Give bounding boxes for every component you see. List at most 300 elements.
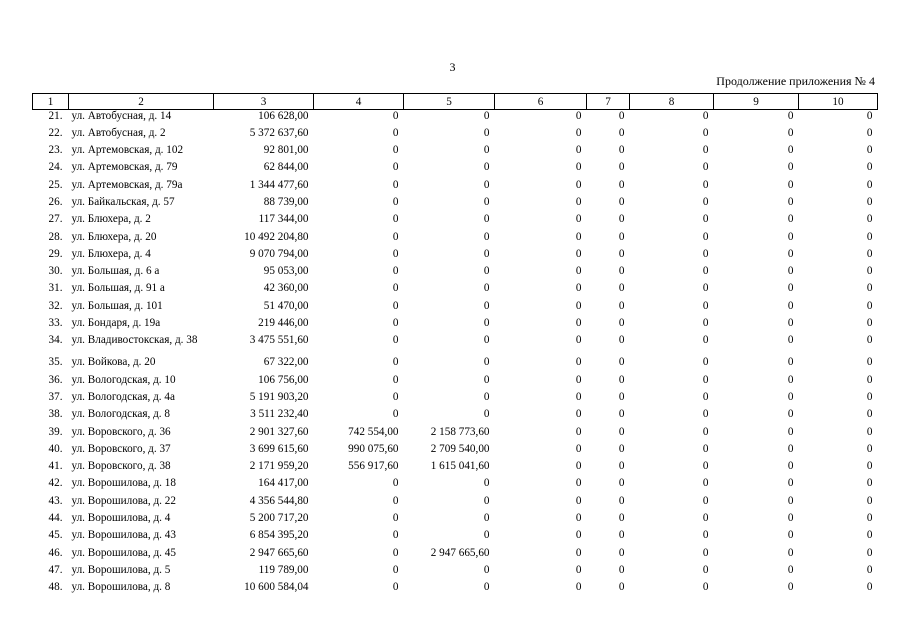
col3-value: 3 699 615,60 <box>249 442 309 455</box>
table-row <box>33 161 878 178</box>
col10-value: 0 <box>866 126 873 139</box>
table-row <box>33 356 878 373</box>
col7-value: 0 <box>618 230 625 243</box>
col4-value: 0 <box>392 512 399 525</box>
col5-value: 0 <box>483 230 490 243</box>
col6-value: 0 <box>575 581 582 594</box>
col9-value: 0 <box>787 460 794 473</box>
address: ул. Артемовская, д. 79а <box>71 178 183 191</box>
col10-value: 0 <box>866 299 873 312</box>
col7-value: 0 <box>618 460 625 473</box>
address: ул. Ворошилова, д. 22 <box>71 494 176 507</box>
col8-value: 0 <box>702 494 709 507</box>
col5-value: 0 <box>483 563 490 576</box>
col8-value: 0 <box>702 161 709 174</box>
col7-value: 0 <box>618 334 625 347</box>
table-row <box>33 443 878 460</box>
address: ул. Большая, д. 101 <box>71 299 163 312</box>
table-row <box>33 179 878 196</box>
col4-value: 0 <box>392 110 399 122</box>
col3-value: 88 739,00 <box>263 195 309 208</box>
col9-value: 0 <box>787 442 794 455</box>
column-header: 2 <box>69 94 214 110</box>
col8-value: 0 <box>702 230 709 243</box>
col3-value: 6 854 395,20 <box>249 529 309 542</box>
row-number: 36. <box>48 373 63 386</box>
col10-value: 0 <box>866 477 873 490</box>
col8-value: 0 <box>702 144 709 157</box>
col6-value: 0 <box>575 546 582 559</box>
col10-value: 0 <box>866 161 873 174</box>
col5-value: 0 <box>483 161 490 174</box>
address: ул. Ворошилова, д. 43 <box>71 529 176 542</box>
column-header: 5 <box>404 94 495 110</box>
col8-value: 0 <box>702 213 709 226</box>
address: ул. Вологодская, д. 8 <box>71 408 170 421</box>
col6-value: 0 <box>575 299 582 312</box>
col6-value: 0 <box>575 425 582 438</box>
row-number: 29. <box>48 247 63 260</box>
col4-value: 990 075,60 <box>348 442 399 455</box>
col4-value: 0 <box>392 265 399 278</box>
table-row <box>33 391 878 408</box>
col6-value: 0 <box>575 512 582 525</box>
col8-value: 0 <box>702 334 709 347</box>
col9-value: 0 <box>787 512 794 525</box>
col3-value: 5 200 717,20 <box>249 512 309 525</box>
row-number: 38. <box>48 408 63 421</box>
col7-value: 0 <box>618 299 625 312</box>
col7-value: 0 <box>618 529 625 542</box>
col9-value: 0 <box>787 390 794 403</box>
col8-value: 0 <box>702 373 709 386</box>
address: ул. Ворошилова, д. 4 <box>71 512 171 525</box>
address: ул. Ворошилова, д. 18 <box>71 477 176 490</box>
col6-value: 0 <box>575 390 582 403</box>
address: ул. Блюхера, д. 4 <box>71 247 151 260</box>
col7-value: 0 <box>618 195 625 208</box>
col5-value: 0 <box>483 247 490 260</box>
col4-value: 0 <box>392 356 399 369</box>
col3-value: 106 628,00 <box>258 110 309 122</box>
col9-value: 0 <box>787 195 794 208</box>
col10-value: 0 <box>866 408 873 421</box>
col8-value: 0 <box>702 390 709 403</box>
col4-value: 556 917,60 <box>348 460 399 473</box>
col4-value: 0 <box>392 178 399 191</box>
col6-value: 0 <box>575 161 582 174</box>
col5-value: 0 <box>483 195 490 208</box>
col8-value: 0 <box>702 247 709 260</box>
col4-value: 0 <box>392 144 399 157</box>
col10-value: 0 <box>866 334 873 347</box>
col4-value: 0 <box>392 230 399 243</box>
col8-value: 0 <box>702 563 709 576</box>
row-number: 46. <box>48 546 63 559</box>
col3-value: 117 344,00 <box>258 213 309 226</box>
col5-value: 0 <box>483 265 490 278</box>
table-row <box>33 460 878 477</box>
col3-value: 10 492 204,80 <box>244 230 309 243</box>
col4-value: 0 <box>392 299 399 312</box>
col3-value: 9 070 794,00 <box>249 247 309 260</box>
col7-value: 0 <box>618 425 625 438</box>
col9-value: 0 <box>787 408 794 421</box>
col3-value: 95 053,00 <box>263 265 309 278</box>
col6-value: 0 <box>575 408 582 421</box>
col7-value: 0 <box>618 356 625 369</box>
col10-value: 0 <box>866 317 873 330</box>
col8-value: 0 <box>702 265 709 278</box>
row-number: 34. <box>48 334 63 347</box>
col3-value: 5 372 637,60 <box>249 126 309 139</box>
col8-value: 0 <box>702 126 709 139</box>
address: ул. Автобусная, д. 2 <box>71 126 166 139</box>
col8-value: 0 <box>702 477 709 490</box>
col9-value: 0 <box>787 282 794 295</box>
table-row <box>33 529 878 546</box>
col7-value: 0 <box>618 477 625 490</box>
col5-value: 0 <box>483 408 490 421</box>
row-number: 28. <box>48 230 63 243</box>
col5-value: 0 <box>483 110 490 122</box>
col9-value: 0 <box>787 494 794 507</box>
row-number: 45. <box>48 529 63 542</box>
col5-value: 0 <box>483 299 490 312</box>
col6-value: 0 <box>575 563 582 576</box>
row-number: 48. <box>48 581 63 594</box>
col7-value: 0 <box>618 282 625 295</box>
col6-value: 0 <box>575 213 582 226</box>
col4-value: 0 <box>392 317 399 330</box>
col5-value: 0 <box>483 213 490 226</box>
col9-value: 0 <box>787 334 794 347</box>
col4-value: 0 <box>392 546 399 559</box>
col3-value: 2 947 665,60 <box>249 546 309 559</box>
col8-value: 0 <box>702 317 709 330</box>
table-row <box>33 144 878 161</box>
row-number: 47. <box>48 563 63 576</box>
col7-value: 0 <box>618 442 625 455</box>
col3-value: 3 511 232,40 <box>250 408 309 421</box>
row-number: 41. <box>48 460 63 473</box>
address: ул. Воровского, д. 38 <box>71 460 171 473</box>
col9-value: 0 <box>787 265 794 278</box>
col3-value: 3 475 551,60 <box>249 334 309 347</box>
row-number: 30. <box>48 265 63 278</box>
col8-value: 0 <box>702 442 709 455</box>
col4-value: 742 554,00 <box>348 425 399 438</box>
table-row <box>33 300 878 317</box>
col10-value: 0 <box>866 282 873 295</box>
table-row <box>33 547 878 564</box>
col10-value: 0 <box>866 195 873 208</box>
col5-value: 0 <box>483 390 490 403</box>
col7-value: 0 <box>618 494 625 507</box>
row-number: 21. <box>48 110 63 122</box>
row-number: 42. <box>48 477 63 490</box>
col10-value: 0 <box>866 494 873 507</box>
address: ул. Большая, д. 91 а <box>71 282 165 295</box>
col6-value: 0 <box>575 529 582 542</box>
col7-value: 0 <box>618 563 625 576</box>
col9-value: 0 <box>787 299 794 312</box>
col5-value: 2 947 665,60 <box>430 546 490 559</box>
col6-value: 0 <box>575 230 582 243</box>
col9-value: 0 <box>787 373 794 386</box>
col7-value: 0 <box>618 144 625 157</box>
table-row <box>33 374 878 391</box>
column-header: 3 <box>214 94 314 110</box>
table-row <box>33 231 878 248</box>
column-header: 1 <box>33 94 69 110</box>
col10-value: 0 <box>866 213 873 226</box>
column-header: 4 <box>314 94 404 110</box>
col6-value: 0 <box>575 356 582 369</box>
col3-value: 42 360,00 <box>263 282 309 295</box>
col9-value: 0 <box>787 477 794 490</box>
col6-value: 0 <box>575 494 582 507</box>
table-row <box>33 512 878 529</box>
col5-value: 0 <box>483 144 490 157</box>
col7-value: 0 <box>618 317 625 330</box>
column-header: 10 <box>799 94 878 110</box>
address: ул. Блюхера, д. 2 <box>71 213 151 226</box>
col7-value: 0 <box>618 126 625 139</box>
col4-value: 0 <box>392 563 399 576</box>
table-row <box>33 317 878 334</box>
col10-value: 0 <box>866 144 873 157</box>
col3-value: 4 356 544,80 <box>249 494 309 507</box>
col4-value: 0 <box>392 529 399 542</box>
col7-value: 0 <box>618 247 625 260</box>
col9-value: 0 <box>787 247 794 260</box>
row-number: 35. <box>48 356 63 369</box>
col9-value: 0 <box>787 161 794 174</box>
col6-value: 0 <box>575 373 582 386</box>
col7-value: 0 <box>618 265 625 278</box>
row-number: 22. <box>48 126 63 139</box>
col10-value: 0 <box>866 563 873 576</box>
col6-value: 0 <box>575 247 582 260</box>
col7-value: 0 <box>618 408 625 421</box>
col5-value: 1 615 041,60 <box>430 460 490 473</box>
col3-value: 10 600 584,04 <box>244 581 309 594</box>
column-header: 7 <box>587 94 630 110</box>
row-number: 32. <box>48 299 63 312</box>
col10-value: 0 <box>866 581 873 594</box>
address: ул. Воровского, д. 37 <box>71 442 171 455</box>
col9-value: 0 <box>787 356 794 369</box>
col6-value: 0 <box>575 334 582 347</box>
col4-value: 0 <box>392 161 399 174</box>
col5-value: 0 <box>483 494 490 507</box>
col5-value: 0 <box>483 529 490 542</box>
col9-value: 0 <box>787 425 794 438</box>
table-row <box>33 248 878 265</box>
row-number: 31. <box>48 282 63 295</box>
col4-value: 0 <box>392 477 399 490</box>
col4-value: 0 <box>392 390 399 403</box>
col6-value: 0 <box>575 265 582 278</box>
col7-value: 0 <box>618 161 625 174</box>
row-number: 40. <box>48 442 63 455</box>
col9-value: 0 <box>787 529 794 542</box>
row-number: 24. <box>48 161 63 174</box>
col5-value: 0 <box>483 126 490 139</box>
col8-value: 0 <box>702 425 709 438</box>
table-row <box>33 282 878 299</box>
col8-value: 0 <box>702 512 709 525</box>
header-row <box>33 94 878 110</box>
address: ул. Артемовская, д. 79 <box>71 161 178 174</box>
col10-value: 0 <box>866 247 873 260</box>
address: ул. Ворошилова, д. 8 <box>71 581 171 594</box>
continuation-caption: Продолжение приложения № 4 <box>716 74 875 88</box>
col3-value: 1 344 477,60 <box>249 178 309 191</box>
table-row <box>33 408 878 425</box>
col7-value: 0 <box>618 110 625 122</box>
table-row <box>33 127 878 144</box>
col8-value: 0 <box>702 178 709 191</box>
col7-value: 0 <box>618 213 625 226</box>
address: ул. Вологодская, д. 4а <box>71 390 175 403</box>
col3-value: 164 417,00 <box>258 477 309 490</box>
column-header: 9 <box>714 94 799 110</box>
row-number: 23. <box>48 144 63 157</box>
address: ул. Артемовская, д. 102 <box>71 144 184 157</box>
address: ул. Владивостокская, д. 38 <box>71 334 198 347</box>
col3-value: 2 171 959,20 <box>249 460 309 473</box>
column-header: 8 <box>630 94 714 110</box>
table-row <box>33 110 878 127</box>
col8-value: 0 <box>702 356 709 369</box>
col10-value: 0 <box>866 230 873 243</box>
col4-value: 0 <box>392 195 399 208</box>
row-number: 44. <box>48 512 63 525</box>
col6-value: 0 <box>575 195 582 208</box>
col9-value: 0 <box>787 230 794 243</box>
col9-value: 0 <box>787 178 794 191</box>
address: ул. Войкова, д. 20 <box>71 356 156 369</box>
row-number: 37. <box>48 390 63 403</box>
col7-value: 0 <box>618 512 625 525</box>
col4-value: 0 <box>392 126 399 139</box>
address: ул. Воровского, д. 36 <box>71 425 171 438</box>
col4-value: 0 <box>392 494 399 507</box>
col3-value: 219 446,00 <box>258 317 309 330</box>
col3-value: 92 801,00 <box>263 144 309 157</box>
col8-value: 0 <box>702 581 709 594</box>
col6-value: 0 <box>575 442 582 455</box>
address: ул. Автобусная, д. 14 <box>71 110 172 122</box>
address: ул. Ворошилова, д. 45 <box>71 546 176 559</box>
col4-value: 0 <box>392 408 399 421</box>
col5-value: 0 <box>483 178 490 191</box>
table-row <box>33 477 878 494</box>
col9-value: 0 <box>787 126 794 139</box>
col4-value: 0 <box>392 213 399 226</box>
row-number: 25. <box>48 178 63 191</box>
col10-value: 0 <box>866 425 873 438</box>
col5-value: 0 <box>483 581 490 594</box>
address: ул. Блюхера, д. 20 <box>71 230 157 243</box>
col4-value: 0 <box>392 334 399 347</box>
col3-value: 51 470,00 <box>263 299 309 312</box>
col5-value: 0 <box>483 356 490 369</box>
col3-value: 106 756,00 <box>258 373 309 386</box>
col8-value: 0 <box>702 195 709 208</box>
col8-value: 0 <box>702 299 709 312</box>
col4-value: 0 <box>392 282 399 295</box>
col3-value: 2 901 327,60 <box>249 425 309 438</box>
col8-value: 0 <box>702 408 709 421</box>
col3-value: 62 844,00 <box>263 161 309 174</box>
appendix-table <box>32 93 878 599</box>
table-body <box>33 110 878 599</box>
address: ул. Большая, д. 6 а <box>71 265 160 278</box>
col10-value: 0 <box>866 178 873 191</box>
col3-value: 119 789,00 <box>258 563 309 576</box>
col7-value: 0 <box>618 178 625 191</box>
address: ул. Бондаря, д. 19а <box>71 317 161 330</box>
col7-value: 0 <box>618 390 625 403</box>
col5-value: 0 <box>483 512 490 525</box>
col9-value: 0 <box>787 317 794 330</box>
address: ул. Байкальская, д. 57 <box>71 195 175 208</box>
col9-value: 0 <box>787 563 794 576</box>
row-number: 33. <box>48 317 63 330</box>
col6-value: 0 <box>575 282 582 295</box>
col4-value: 0 <box>392 373 399 386</box>
col10-value: 0 <box>866 110 873 122</box>
col5-value: 0 <box>483 282 490 295</box>
row-number: 27. <box>48 213 63 226</box>
col5-value: 0 <box>483 317 490 330</box>
table-row <box>33 196 878 213</box>
col9-value: 0 <box>787 546 794 559</box>
col7-value: 0 <box>618 373 625 386</box>
col10-value: 0 <box>866 529 873 542</box>
table-row <box>33 265 878 282</box>
col6-value: 0 <box>575 144 582 157</box>
col6-value: 0 <box>575 126 582 139</box>
col4-value: 0 <box>392 581 399 594</box>
table-row <box>33 581 878 598</box>
row-number: 43. <box>48 494 63 507</box>
address: ул. Ворошилова, д. 5 <box>71 563 171 576</box>
col8-value: 0 <box>702 529 709 542</box>
col5-value: 2 158 773,60 <box>430 425 490 438</box>
table-row <box>33 495 878 512</box>
col10-value: 0 <box>866 546 873 559</box>
col10-value: 0 <box>866 265 873 278</box>
col10-value: 0 <box>866 442 873 455</box>
address: ул. Вологодская, д. 10 <box>71 373 176 386</box>
col4-value: 0 <box>392 247 399 260</box>
col3-value: 5 191 903,20 <box>249 390 309 403</box>
col5-value: 0 <box>483 477 490 490</box>
col9-value: 0 <box>787 213 794 226</box>
col10-value: 0 <box>866 390 873 403</box>
row-number: 26. <box>48 195 63 208</box>
col5-value: 0 <box>483 373 490 386</box>
col7-value: 0 <box>618 581 625 594</box>
table-row <box>33 334 878 356</box>
col10-value: 0 <box>866 512 873 525</box>
table-row <box>33 213 878 230</box>
page-number: 3 <box>449 60 456 74</box>
